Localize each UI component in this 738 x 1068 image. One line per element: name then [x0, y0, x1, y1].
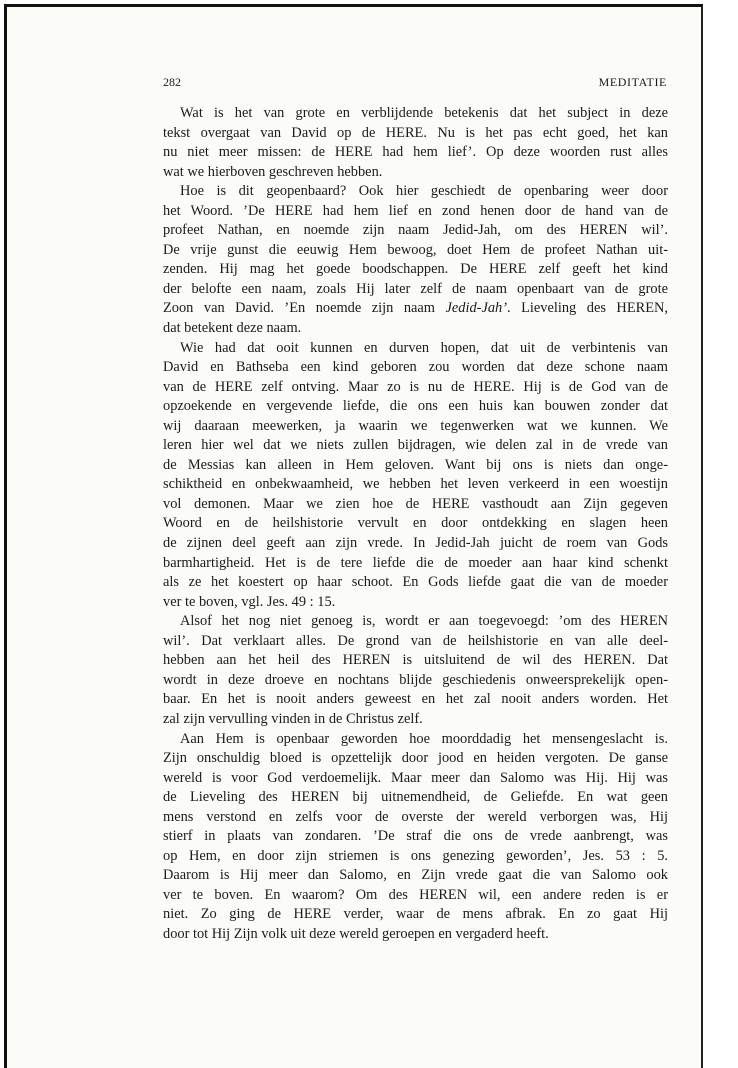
text-line: de Lieveling des HEREN bij uitnemendheid, de Geliefde. En wat geen [163, 789, 668, 806]
text-line: Zijn onschuldig bloed is opzettelijk door jood en heiden vergoten. De ganse [163, 750, 668, 767]
text-line: baar. En het is nooit anders geweest en het zal nooit anders worden. Het [163, 691, 668, 708]
text-line: de Messias kan alleen in Hem geloven. Want bij ons is niets dan onge- [163, 456, 668, 473]
text-segment: Zoon van David. ’En noemde zijn naam [163, 300, 446, 317]
text-segment: . Lieveling des HEREN, [507, 300, 668, 317]
text-line: hebben aan het heil des HEREN is uitsluitend de wil des HEREN. Dat [163, 652, 668, 669]
text-line: ver te boven, vgl. Jes. 49 : 15. [163, 593, 336, 610]
text-line: ver te boven. En waarom? Om des HEREN wil, een andere reden is er [163, 886, 668, 903]
text-line: stierf in plaats van zondaren. ’De straf die ons de vrede aanbrengt, was [163, 828, 668, 845]
text-line: dat betekent deze naam. [163, 320, 302, 337]
running-head: MEDITATIE [598, 75, 667, 89]
body-text [163, 104, 668, 945]
text-line: wordt in deze droeve en nochtans blijde geschiedenis onweersprekelijk open- [163, 671, 668, 688]
text-line [163, 299, 668, 319]
text-line: Daarom is Hij meer dan Salomo, en Zijn vrede gaat die van Salomo ook [163, 867, 668, 884]
text-line: door tot Hij Zijn volk uit deze wereld geroepen en vergaderd heeft. [163, 925, 549, 942]
text-line: David en Bathseba een kind geboren zou worden dat deze schone naam [163, 359, 668, 376]
text-line: de zijnen deel geeft aan zijn vrede. In Jedid-Jah juicht de roem van Gods [163, 535, 668, 552]
text-line: nu niet meer missen: de HERE had hem lief’. Op deze woorden rust alles [163, 144, 668, 161]
text-line: op Hem, en door zijn striemen is ons genezing geworden’, Jes. 53 : 5. [163, 847, 668, 864]
text-line: De vrije gunst die eeuwig Hem bewoog, doet Hem de profeet Nathan uit- [163, 241, 668, 258]
text-line: als ze het koestert op haar schoot. En Gods liefde gaat die van de moeder [163, 574, 668, 591]
text-line: Aan Hem is openbaar geworden hoe moorddadig het mensengeslacht is. [180, 730, 668, 747]
text-line: vol demonen. Maar we zien hoe de HERE vasthoudt aan Zijn gegeven [163, 495, 668, 512]
text-line: schiktheid en onbekwaamheid, we hebben het leven verkeerd in een woestijn [163, 476, 668, 493]
text-line: wil’. Dat verklaart alles. De grond van de heilshistorie en van alle deel- [163, 632, 668, 649]
italic-name: Jedid-Jah’ [445, 300, 508, 317]
text-line: leren hier wel dat we niets zullen bijdragen, wie delen zal in de vrede van [163, 437, 668, 454]
text-line: Alsof het nog niet genoeg is, wordt er aan toegevoegd: ’om des HEREN [180, 613, 668, 630]
text-line: Wie had dat ooit kunnen en durven hopen, dat uit de verbintenis van [180, 339, 668, 356]
text-line: niet. Zo ging de HERE verder, waar de mens afbrak. En zo gaat Hij [163, 906, 668, 923]
text-line: zal zijn vervulling vinden in de Christus zelf. [163, 710, 423, 727]
text-line: zenden. Hij mag het goede boodschappen. De HERE zelf geeft het kind [163, 261, 668, 278]
text-line: wij daaraan meewerken, ja waarin we tegenwerken wat we kunnen. We [163, 417, 668, 434]
text-line: profeet Nathan, en noemde zijn naam Jedid-Jah, om des HEREN wil’. [163, 222, 668, 239]
text-line: Hoe is dit geopenbaard? Ook hier geschiedt de openbaring weer door [180, 183, 668, 200]
page-header [163, 75, 667, 93]
text-line: tekst overgaat van David op de HERE. Nu is het pas echt goed, het kan [163, 124, 668, 141]
text-line: mens verstond en zelfs voor de overste der wereld verborgen was, Hij [163, 808, 668, 825]
text-line: der belofte een naam, zoals Hij later zelf de naam openbaart van de grote [163, 280, 668, 297]
text-line: Wat is het van grote en verblijdende betekenis dat het subject in deze [180, 105, 668, 121]
text-line: barmhartigheid. Het is de tere liefde die de moeder aan haar kind schenkt [163, 554, 668, 571]
text-line: het Woord. ’De HERE had hem lief en zond henen door de hand van de [163, 202, 668, 219]
text-line: Woord en de heilshistorie vervult en door ontdekking en slagen heen [163, 515, 668, 532]
text-line: wereld is voor God verdoemelijk. Maar meer dan Salomo was Hij. Hij was [163, 769, 668, 786]
page-number: 282 [163, 75, 181, 89]
text-line: opzoekende en vergevende liefde, die ons een huis kan bouwen zonder dat [163, 398, 668, 415]
text-line: van de HERE zelf ontving. Maar zo is nu de HERE. Hij is de God van de [163, 378, 668, 395]
text-line: wat we hierboven geschreven hebben. [163, 163, 383, 180]
